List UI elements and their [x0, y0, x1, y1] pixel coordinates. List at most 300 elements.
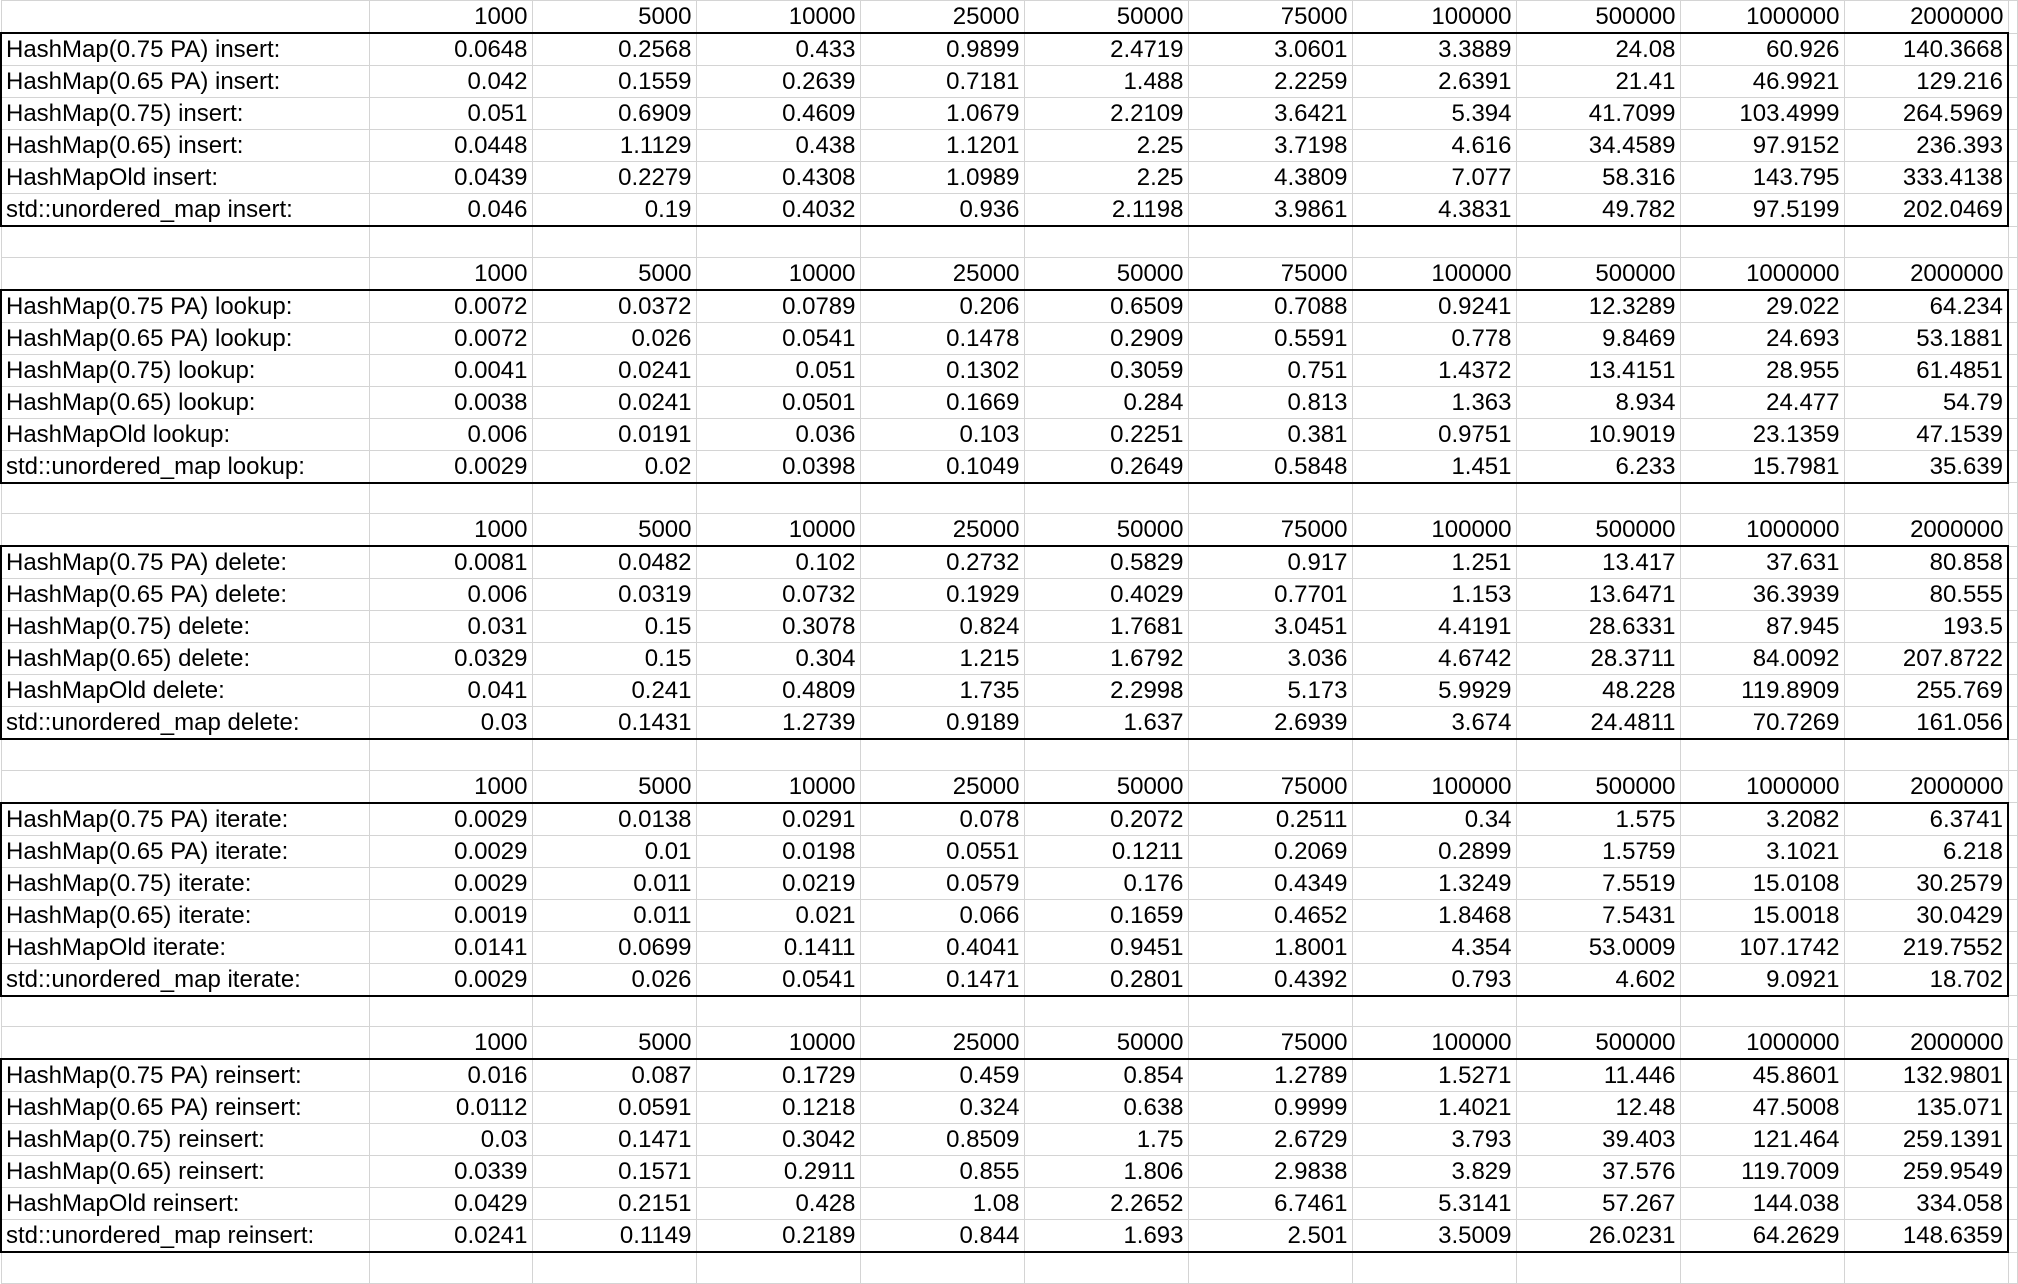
empty-cell[interactable] — [1680, 226, 1844, 257]
value-cell[interactable]: 3.036 — [1188, 643, 1352, 675]
value-cell[interactable]: 58.316 — [1516, 162, 1680, 194]
empty-cell[interactable] — [2008, 1, 2018, 34]
value-cell[interactable]: 0.176 — [1024, 867, 1188, 899]
value-cell[interactable]: 0.0429 — [369, 1188, 532, 1220]
value-cell[interactable]: 0.751 — [1188, 354, 1352, 386]
value-cell[interactable]: 1.215 — [860, 643, 1024, 675]
value-cell[interactable]: 0.1302 — [860, 354, 1024, 386]
column-size-cell[interactable]: 100000 — [1352, 514, 1516, 547]
value-cell[interactable]: 0.793 — [1352, 963, 1516, 996]
value-cell[interactable]: 0.006 — [369, 418, 532, 450]
row-label-cell[interactable]: HashMap(0.75) delete: — [1, 611, 369, 643]
value-cell[interactable]: 0.206 — [860, 290, 1024, 323]
column-size-cell[interactable]: 10000 — [696, 1027, 860, 1060]
row-label-cell[interactable]: HashMap(0.75) reinsert: — [1, 1124, 369, 1156]
row-label-cell[interactable]: HashMapOld lookup: — [1, 418, 369, 450]
value-cell[interactable]: 0.2639 — [696, 66, 860, 98]
value-cell[interactable]: 3.829 — [1352, 1156, 1516, 1188]
value-cell[interactable]: 9.0921 — [1680, 963, 1844, 996]
value-cell[interactable]: 28.3711 — [1516, 643, 1680, 675]
value-cell[interactable]: 24.08 — [1516, 33, 1680, 66]
value-cell[interactable]: 2.4719 — [1024, 33, 1188, 66]
value-cell[interactable]: 132.9801 — [1844, 1059, 2008, 1092]
value-cell[interactable]: 0.1431 — [532, 707, 696, 740]
value-cell[interactable]: 0.2899 — [1352, 835, 1516, 867]
value-cell[interactable]: 0.087 — [532, 1059, 696, 1092]
row-label-cell[interactable]: HashMap(0.75) iterate: — [1, 867, 369, 899]
empty-cell[interactable] — [2008, 931, 2018, 963]
value-cell[interactable]: 0.3042 — [696, 1124, 860, 1156]
value-cell[interactable]: 0.4349 — [1188, 867, 1352, 899]
row-label-cell[interactable]: std::unordered_map reinsert: — [1, 1220, 369, 1253]
value-cell[interactable]: 0.0112 — [369, 1092, 532, 1124]
value-cell[interactable]: 0.1659 — [1024, 899, 1188, 931]
empty-cell[interactable] — [1844, 739, 2008, 770]
empty-cell[interactable] — [1844, 1252, 2008, 1283]
value-cell[interactable]: 2.1198 — [1024, 194, 1188, 227]
column-size-cell[interactable]: 50000 — [1024, 514, 1188, 547]
column-size-cell[interactable]: 100000 — [1352, 1027, 1516, 1060]
value-cell[interactable]: 0.0072 — [369, 290, 532, 323]
column-size-cell[interactable]: 10000 — [696, 257, 860, 290]
value-cell[interactable]: 3.0601 — [1188, 33, 1352, 66]
value-cell[interactable]: 0.2801 — [1024, 963, 1188, 996]
empty-cell[interactable] — [1, 514, 369, 547]
empty-cell[interactable] — [1844, 226, 2008, 257]
value-cell[interactable]: 18.702 — [1844, 963, 2008, 996]
row-label-cell[interactable]: HashMapOld delete: — [1, 675, 369, 707]
value-cell[interactable]: 1.3249 — [1352, 867, 1516, 899]
column-size-cell[interactable]: 75000 — [1188, 257, 1352, 290]
value-cell[interactable]: 6.3741 — [1844, 803, 2008, 836]
empty-cell[interactable] — [1352, 996, 1516, 1027]
row-label-cell[interactable]: HashMap(0.75 PA) iterate: — [1, 803, 369, 836]
value-cell[interactable]: 0.0081 — [369, 546, 532, 579]
empty-cell[interactable] — [2008, 770, 2018, 803]
value-cell[interactable]: 28.955 — [1680, 354, 1844, 386]
empty-cell[interactable] — [2008, 579, 2018, 611]
value-cell[interactable]: 4.3809 — [1188, 162, 1352, 194]
value-cell[interactable]: 0.2251 — [1024, 418, 1188, 450]
value-cell[interactable]: 0.1411 — [696, 931, 860, 963]
value-cell[interactable]: 0.0291 — [696, 803, 860, 836]
value-cell[interactable]: 0.2511 — [1188, 803, 1352, 836]
value-cell[interactable]: 0.2732 — [860, 546, 1024, 579]
empty-cell[interactable] — [369, 226, 532, 257]
value-cell[interactable]: 0.428 — [696, 1188, 860, 1220]
value-cell[interactable]: 1.251 — [1352, 546, 1516, 579]
column-size-cell[interactable]: 1000000 — [1680, 1027, 1844, 1060]
value-cell[interactable]: 0.2151 — [532, 1188, 696, 1220]
empty-cell[interactable] — [1, 1027, 369, 1060]
column-size-cell[interactable]: 2000000 — [1844, 257, 2008, 290]
value-cell[interactable]: 161.056 — [1844, 707, 2008, 740]
value-cell[interactable]: 1.0989 — [860, 162, 1024, 194]
value-cell[interactable]: 119.7009 — [1680, 1156, 1844, 1188]
empty-cell[interactable] — [1516, 996, 1680, 1027]
value-cell[interactable]: 0.0029 — [369, 450, 532, 483]
column-size-cell[interactable]: 5000 — [532, 1, 696, 34]
empty-cell[interactable] — [2008, 1252, 2018, 1283]
empty-cell[interactable] — [1188, 483, 1352, 514]
value-cell[interactable]: 1.575 — [1516, 803, 1680, 836]
row-label-cell[interactable]: std::unordered_map lookup: — [1, 450, 369, 483]
value-cell[interactable]: 148.6359 — [1844, 1220, 2008, 1253]
value-cell[interactable]: 1.8001 — [1188, 931, 1352, 963]
value-cell[interactable]: 135.071 — [1844, 1092, 2008, 1124]
empty-cell[interactable] — [696, 739, 860, 770]
empty-cell[interactable] — [2008, 1156, 2018, 1188]
value-cell[interactable]: 13.4151 — [1516, 354, 1680, 386]
value-cell[interactable]: 0.4609 — [696, 98, 860, 130]
value-cell[interactable]: 0.0072 — [369, 322, 532, 354]
value-cell[interactable]: 2.2998 — [1024, 675, 1188, 707]
value-cell[interactable]: 255.769 — [1844, 675, 2008, 707]
empty-cell[interactable] — [1680, 1252, 1844, 1283]
row-label-cell[interactable]: HashMap(0.75 PA) reinsert: — [1, 1059, 369, 1092]
value-cell[interactable]: 0.0551 — [860, 835, 1024, 867]
value-cell[interactable]: 7.5519 — [1516, 867, 1680, 899]
value-cell[interactable]: 0.1571 — [532, 1156, 696, 1188]
value-cell[interactable]: 3.0451 — [1188, 611, 1352, 643]
column-size-cell[interactable]: 50000 — [1024, 770, 1188, 803]
value-cell[interactable]: 0.102 — [696, 546, 860, 579]
value-cell[interactable]: 193.5 — [1844, 611, 2008, 643]
value-cell[interactable]: 0.1149 — [532, 1220, 696, 1253]
value-cell[interactable]: 0.03 — [369, 707, 532, 740]
value-cell[interactable]: 1.2739 — [696, 707, 860, 740]
value-cell[interactable]: 0.4029 — [1024, 579, 1188, 611]
value-cell[interactable]: 0.4308 — [696, 162, 860, 194]
row-label-cell[interactable]: HashMap(0.65 PA) iterate: — [1, 835, 369, 867]
value-cell[interactable]: 12.3289 — [1516, 290, 1680, 323]
value-cell[interactable]: 0.4652 — [1188, 899, 1352, 931]
empty-cell[interactable] — [1516, 1252, 1680, 1283]
value-cell[interactable]: 41.7099 — [1516, 98, 1680, 130]
value-cell[interactable]: 15.0108 — [1680, 867, 1844, 899]
value-cell[interactable]: 0.0241 — [532, 386, 696, 418]
empty-cell[interactable] — [1844, 996, 2008, 1027]
value-cell[interactable]: 0.0732 — [696, 579, 860, 611]
column-size-cell[interactable]: 5000 — [532, 257, 696, 290]
value-cell[interactable]: 47.5008 — [1680, 1092, 1844, 1124]
value-cell[interactable]: 0.051 — [696, 354, 860, 386]
value-cell[interactable]: 13.6471 — [1516, 579, 1680, 611]
value-cell[interactable]: 259.1391 — [1844, 1124, 2008, 1156]
value-cell[interactable]: 80.555 — [1844, 579, 2008, 611]
empty-cell[interactable] — [2008, 33, 2018, 66]
value-cell[interactable]: 0.284 — [1024, 386, 1188, 418]
empty-cell[interactable] — [1024, 226, 1188, 257]
value-cell[interactable]: 0.1211 — [1024, 835, 1188, 867]
value-cell[interactable]: 0.4392 — [1188, 963, 1352, 996]
value-cell[interactable]: 1.735 — [860, 675, 1024, 707]
empty-cell[interactable] — [1516, 226, 1680, 257]
value-cell[interactable]: 0.0029 — [369, 963, 532, 996]
value-cell[interactable]: 2.2259 — [1188, 66, 1352, 98]
value-cell[interactable]: 0.4041 — [860, 931, 1024, 963]
value-cell[interactable]: 0.036 — [696, 418, 860, 450]
value-cell[interactable]: 3.2082 — [1680, 803, 1844, 836]
value-cell[interactable]: 0.2909 — [1024, 322, 1188, 354]
value-cell[interactable]: 0.0448 — [369, 130, 532, 162]
column-size-cell[interactable]: 500000 — [1516, 514, 1680, 547]
value-cell[interactable]: 87.945 — [1680, 611, 1844, 643]
value-cell[interactable]: 61.4851 — [1844, 354, 2008, 386]
value-cell[interactable]: 140.3668 — [1844, 33, 2008, 66]
value-cell[interactable]: 0.0019 — [369, 899, 532, 931]
value-cell[interactable]: 0.0579 — [860, 867, 1024, 899]
value-cell[interactable]: 0.01 — [532, 835, 696, 867]
value-cell[interactable]: 0.7088 — [1188, 290, 1352, 323]
value-cell[interactable]: 0.0541 — [696, 963, 860, 996]
empty-cell[interactable] — [2008, 803, 2018, 836]
empty-cell[interactable] — [860, 996, 1024, 1027]
value-cell[interactable]: 1.637 — [1024, 707, 1188, 740]
column-size-cell[interactable]: 75000 — [1188, 1027, 1352, 1060]
value-cell[interactable]: 0.0219 — [696, 867, 860, 899]
value-cell[interactable]: 0.5591 — [1188, 322, 1352, 354]
value-cell[interactable]: 0.0372 — [532, 290, 696, 323]
value-cell[interactable]: 0.0591 — [532, 1092, 696, 1124]
value-cell[interactable]: 54.79 — [1844, 386, 2008, 418]
column-size-cell[interactable]: 10000 — [696, 1, 860, 34]
value-cell[interactable]: 0.15 — [532, 643, 696, 675]
value-cell[interactable]: 2.25 — [1024, 162, 1188, 194]
column-size-cell[interactable]: 10000 — [696, 514, 860, 547]
empty-cell[interactable] — [2008, 322, 2018, 354]
value-cell[interactable]: 0.103 — [860, 418, 1024, 450]
value-cell[interactable]: 0.0482 — [532, 546, 696, 579]
empty-cell[interactable] — [2008, 483, 2018, 514]
row-label-cell[interactable]: HashMap(0.65 PA) reinsert: — [1, 1092, 369, 1124]
value-cell[interactable]: 5.3141 — [1352, 1188, 1516, 1220]
value-cell[interactable]: 0.1478 — [860, 322, 1024, 354]
value-cell[interactable]: 26.0231 — [1516, 1220, 1680, 1253]
column-size-cell[interactable]: 1000 — [369, 1027, 532, 1060]
value-cell[interactable]: 1.8468 — [1352, 899, 1516, 931]
value-cell[interactable]: 4.354 — [1352, 931, 1516, 963]
value-cell[interactable]: 1.7681 — [1024, 611, 1188, 643]
empty-cell[interactable] — [1680, 483, 1844, 514]
value-cell[interactable]: 0.3078 — [696, 611, 860, 643]
column-size-cell[interactable]: 75000 — [1188, 514, 1352, 547]
value-cell[interactable]: 0.433 — [696, 33, 860, 66]
value-cell[interactable]: 0.2649 — [1024, 450, 1188, 483]
value-cell[interactable]: 37.631 — [1680, 546, 1844, 579]
value-cell[interactable]: 3.1021 — [1680, 835, 1844, 867]
empty-cell[interactable] — [1352, 226, 1516, 257]
value-cell[interactable]: 0.4809 — [696, 675, 860, 707]
value-cell[interactable]: 23.1359 — [1680, 418, 1844, 450]
value-cell[interactable]: 60.926 — [1680, 33, 1844, 66]
value-cell[interactable]: 1.4372 — [1352, 354, 1516, 386]
row-label-cell[interactable]: HashMapOld insert: — [1, 162, 369, 194]
row-label-cell[interactable]: HashMap(0.65 PA) delete: — [1, 579, 369, 611]
empty-cell[interactable] — [1, 996, 369, 1027]
empty-cell[interactable] — [2008, 643, 2018, 675]
value-cell[interactable]: 4.3831 — [1352, 194, 1516, 227]
value-cell[interactable]: 0.0241 — [369, 1220, 532, 1253]
value-cell[interactable]: 0.0241 — [532, 354, 696, 386]
value-cell[interactable]: 5.394 — [1352, 98, 1516, 130]
value-cell[interactable]: 2.6939 — [1188, 707, 1352, 740]
value-cell[interactable]: 0.6509 — [1024, 290, 1188, 323]
value-cell[interactable]: 259.9549 — [1844, 1156, 2008, 1188]
column-size-cell[interactable]: 100000 — [1352, 257, 1516, 290]
value-cell[interactable]: 107.1742 — [1680, 931, 1844, 963]
empty-cell[interactable] — [1516, 739, 1680, 770]
column-size-cell[interactable]: 1000 — [369, 1, 532, 34]
value-cell[interactable]: 15.7981 — [1680, 450, 1844, 483]
value-cell[interactable]: 10.9019 — [1516, 418, 1680, 450]
empty-cell[interactable] — [2008, 194, 2018, 227]
value-cell[interactable]: 1.488 — [1024, 66, 1188, 98]
row-label-cell[interactable]: HashMap(0.75) lookup: — [1, 354, 369, 386]
value-cell[interactable]: 11.446 — [1516, 1059, 1680, 1092]
value-cell[interactable]: 1.2789 — [1188, 1059, 1352, 1092]
value-cell[interactable]: 97.9152 — [1680, 130, 1844, 162]
column-size-cell[interactable]: 100000 — [1352, 770, 1516, 803]
value-cell[interactable]: 0.0198 — [696, 835, 860, 867]
empty-cell[interactable] — [2008, 130, 2018, 162]
value-cell[interactable]: 34.4589 — [1516, 130, 1680, 162]
value-cell[interactable]: 119.8909 — [1680, 675, 1844, 707]
value-cell[interactable]: 144.038 — [1680, 1188, 1844, 1220]
empty-cell[interactable] — [860, 739, 1024, 770]
empty-cell[interactable] — [860, 483, 1024, 514]
column-size-cell[interactable]: 5000 — [532, 770, 696, 803]
value-cell[interactable]: 37.576 — [1516, 1156, 1680, 1188]
empty-cell[interactable] — [1680, 996, 1844, 1027]
column-size-cell[interactable]: 75000 — [1188, 1, 1352, 34]
value-cell[interactable]: 0.021 — [696, 899, 860, 931]
empty-cell[interactable] — [532, 226, 696, 257]
value-cell[interactable]: 0.011 — [532, 867, 696, 899]
empty-cell[interactable] — [1024, 996, 1188, 1027]
empty-cell[interactable] — [2008, 290, 2018, 323]
empty-cell[interactable] — [1, 226, 369, 257]
row-label-cell[interactable]: std::unordered_map iterate: — [1, 963, 369, 996]
value-cell[interactable]: 0.0038 — [369, 386, 532, 418]
value-cell[interactable]: 219.7552 — [1844, 931, 2008, 963]
value-cell[interactable]: 207.8722 — [1844, 643, 2008, 675]
value-cell[interactable]: 2.6729 — [1188, 1124, 1352, 1156]
empty-cell[interactable] — [2008, 354, 2018, 386]
value-cell[interactable]: 0.011 — [532, 899, 696, 931]
value-cell[interactable]: 0.046 — [369, 194, 532, 227]
empty-cell[interactable] — [2008, 450, 2018, 483]
value-cell[interactable]: 15.0018 — [1680, 899, 1844, 931]
empty-cell[interactable] — [1352, 483, 1516, 514]
value-cell[interactable]: 0.2568 — [532, 33, 696, 66]
value-cell[interactable]: 49.782 — [1516, 194, 1680, 227]
value-cell[interactable]: 0.854 — [1024, 1059, 1188, 1092]
value-cell[interactable]: 0.1218 — [696, 1092, 860, 1124]
value-cell[interactable]: 0.1929 — [860, 579, 1024, 611]
column-size-cell[interactable]: 2000000 — [1844, 514, 2008, 547]
value-cell[interactable]: 129.216 — [1844, 66, 2008, 98]
value-cell[interactable]: 0.0138 — [532, 803, 696, 836]
value-cell[interactable]: 0.4032 — [696, 194, 860, 227]
value-cell[interactable]: 8.934 — [1516, 386, 1680, 418]
value-cell[interactable]: 0.0029 — [369, 835, 532, 867]
value-cell[interactable]: 202.0469 — [1844, 194, 2008, 227]
value-cell[interactable]: 47.1539 — [1844, 418, 2008, 450]
value-cell[interactable]: 0.8509 — [860, 1124, 1024, 1156]
value-cell[interactable]: 1.5759 — [1516, 835, 1680, 867]
empty-cell[interactable] — [696, 1252, 860, 1283]
empty-cell[interactable] — [1680, 739, 1844, 770]
value-cell[interactable]: 2.2652 — [1024, 1188, 1188, 1220]
value-cell[interactable]: 70.7269 — [1680, 707, 1844, 740]
value-cell[interactable]: 0.459 — [860, 1059, 1024, 1092]
value-cell[interactable]: 1.693 — [1024, 1220, 1188, 1253]
value-cell[interactable]: 0.0648 — [369, 33, 532, 66]
empty-cell[interactable] — [1, 739, 369, 770]
empty-cell[interactable] — [1188, 226, 1352, 257]
value-cell[interactable]: 2.2109 — [1024, 98, 1188, 130]
value-cell[interactable]: 264.5969 — [1844, 98, 2008, 130]
column-size-cell[interactable]: 25000 — [860, 514, 1024, 547]
column-size-cell[interactable]: 50000 — [1024, 1, 1188, 34]
column-size-cell[interactable]: 1000000 — [1680, 257, 1844, 290]
column-size-cell[interactable]: 2000000 — [1844, 1, 2008, 34]
value-cell[interactable]: 0.9189 — [860, 707, 1024, 740]
value-cell[interactable]: 0.9899 — [860, 33, 1024, 66]
value-cell[interactable]: 1.75 — [1024, 1124, 1188, 1156]
empty-cell[interactable] — [532, 483, 696, 514]
row-label-cell[interactable]: HashMap(0.65) delete: — [1, 643, 369, 675]
value-cell[interactable]: 0.9751 — [1352, 418, 1516, 450]
value-cell[interactable]: 0.5848 — [1188, 450, 1352, 483]
empty-cell[interactable] — [2008, 98, 2018, 130]
value-cell[interactable]: 24.4811 — [1516, 707, 1680, 740]
value-cell[interactable]: 1.6792 — [1024, 643, 1188, 675]
empty-cell[interactable] — [2008, 66, 2018, 98]
value-cell[interactable]: 1.363 — [1352, 386, 1516, 418]
value-cell[interactable]: 1.1129 — [532, 130, 696, 162]
value-cell[interactable]: 57.267 — [1516, 1188, 1680, 1220]
empty-cell[interactable] — [369, 739, 532, 770]
value-cell[interactable]: 0.2911 — [696, 1156, 860, 1188]
empty-cell[interactable] — [369, 1252, 532, 1283]
value-cell[interactable]: 0.0029 — [369, 803, 532, 836]
value-cell[interactable]: 0.7701 — [1188, 579, 1352, 611]
value-cell[interactable]: 5.9929 — [1352, 675, 1516, 707]
value-cell[interactable]: 53.0009 — [1516, 931, 1680, 963]
empty-cell[interactable] — [696, 226, 860, 257]
value-cell[interactable]: 28.6331 — [1516, 611, 1680, 643]
row-label-cell[interactable]: HashMap(0.65 PA) lookup: — [1, 322, 369, 354]
column-size-cell[interactable]: 2000000 — [1844, 770, 2008, 803]
empty-cell[interactable] — [1024, 1252, 1188, 1283]
value-cell[interactable]: 64.2629 — [1680, 1220, 1844, 1253]
value-cell[interactable]: 2.501 — [1188, 1220, 1352, 1253]
empty-cell[interactable] — [532, 739, 696, 770]
column-size-cell[interactable]: 1000 — [369, 257, 532, 290]
empty-cell[interactable] — [2008, 1027, 2018, 1060]
value-cell[interactable]: 12.48 — [1516, 1092, 1680, 1124]
value-cell[interactable]: 30.2579 — [1844, 867, 2008, 899]
empty-cell[interactable] — [1, 1252, 369, 1283]
empty-cell[interactable] — [1516, 483, 1680, 514]
value-cell[interactable]: 0.0501 — [696, 386, 860, 418]
value-cell[interactable]: 0.006 — [369, 579, 532, 611]
value-cell[interactable]: 0.638 — [1024, 1092, 1188, 1124]
value-cell[interactable]: 0.2072 — [1024, 803, 1188, 836]
empty-cell[interactable] — [2008, 611, 2018, 643]
